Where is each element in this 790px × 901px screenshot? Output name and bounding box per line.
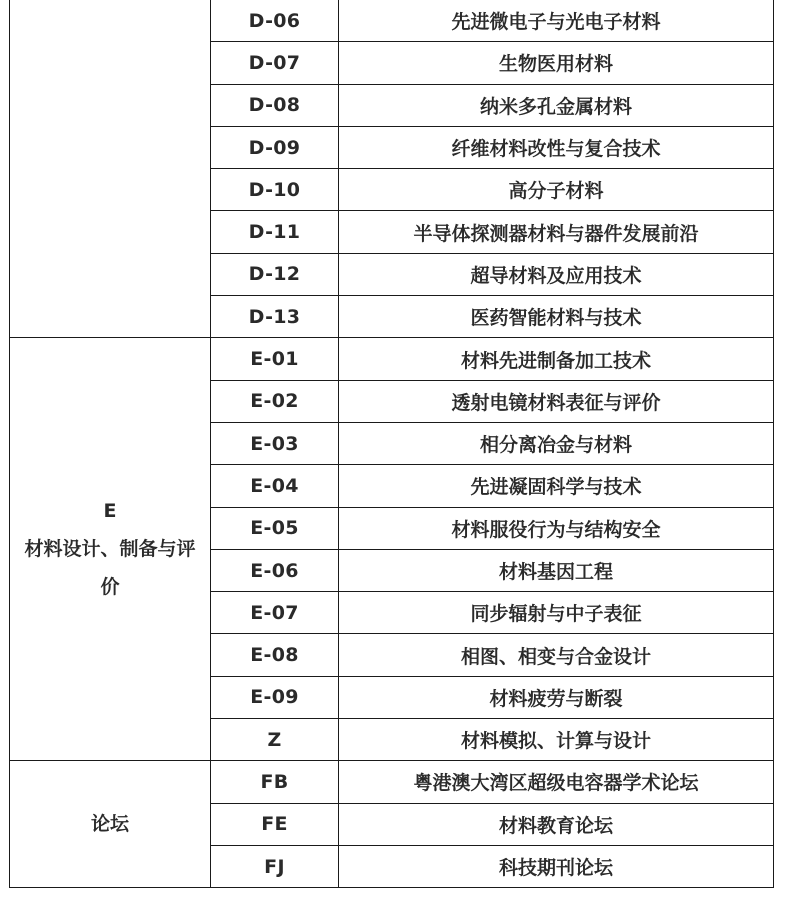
- session-code: E-03: [211, 422, 339, 464]
- session-title: 先进微电子与光电子材料: [339, 0, 774, 42]
- session-code: D-07: [211, 42, 339, 84]
- session-code: Z: [211, 719, 339, 761]
- session-code: E-02: [211, 380, 339, 422]
- session-title: 纳米多孔金属材料: [339, 84, 774, 126]
- session-title: 医药智能材料与技术: [339, 296, 774, 338]
- group-label-forum: [13, 805, 208, 843]
- session-title: 材料服役行为与结构安全: [339, 507, 774, 549]
- table-row: [10, 761, 774, 803]
- session-code: FE: [211, 803, 339, 845]
- session-title: 材料疲劳与断裂: [339, 676, 774, 718]
- session-code: D-11: [211, 211, 339, 253]
- session-title: 生物医用材料: [339, 42, 774, 84]
- session-table: [9, 0, 774, 888]
- group-label-line: 价: [100, 576, 120, 599]
- group-cell-e: [10, 338, 211, 761]
- session-code: D-12: [211, 253, 339, 295]
- group-cell-d: [10, 0, 211, 338]
- session-title: 半导体探测器材料与器件发展前沿: [339, 211, 774, 253]
- session-code: D-06: [211, 0, 339, 42]
- session-title: 纤维材料改性与复合技术: [339, 126, 774, 168]
- table-row: [10, 338, 774, 380]
- session-title: 材料模拟、计算与设计: [339, 719, 774, 761]
- session-title: 先进凝固科学与技术: [339, 465, 774, 507]
- session-code: FB: [211, 761, 339, 803]
- session-code: E-07: [211, 592, 339, 634]
- session-title: 粤港澳大湾区超级电容器学术论坛: [339, 761, 774, 803]
- session-code: FJ: [211, 845, 339, 887]
- session-code: E-01: [211, 338, 339, 380]
- session-title: 科技期刊论坛: [339, 845, 774, 887]
- session-code: D-08: [211, 84, 339, 126]
- session-title: 相分离冶金与材料: [339, 422, 774, 464]
- session-title: 材料先进制备加工技术: [339, 338, 774, 380]
- session-title: 超导材料及应用技术: [339, 253, 774, 295]
- session-title: 材料教育论坛: [339, 803, 774, 845]
- session-code: E-09: [211, 676, 339, 718]
- session-title: 相图、相变与合金设计: [339, 634, 774, 676]
- table-row: [10, 0, 774, 42]
- session-title: 材料基因工程: [339, 549, 774, 591]
- session-code: E-06: [211, 549, 339, 591]
- session-code: E-08: [211, 634, 339, 676]
- session-code: E-05: [211, 507, 339, 549]
- session-title: 同步辐射与中子表征: [339, 592, 774, 634]
- group-label-line: 材料设计、制备与评: [24, 538, 196, 561]
- session-code: E-04: [211, 465, 339, 507]
- session-code: D-13: [211, 296, 339, 338]
- session-title: 高分子材料: [339, 169, 774, 211]
- group-label-line: 论坛: [90, 813, 129, 836]
- group-cell-forum: [10, 761, 211, 888]
- session-code: D-10: [211, 169, 339, 211]
- group-label-e: [13, 492, 208, 606]
- session-title: 透射电镜材料表征与评价: [339, 380, 774, 422]
- session-code: D-09: [211, 126, 339, 168]
- group-label-line: E: [103, 500, 117, 523]
